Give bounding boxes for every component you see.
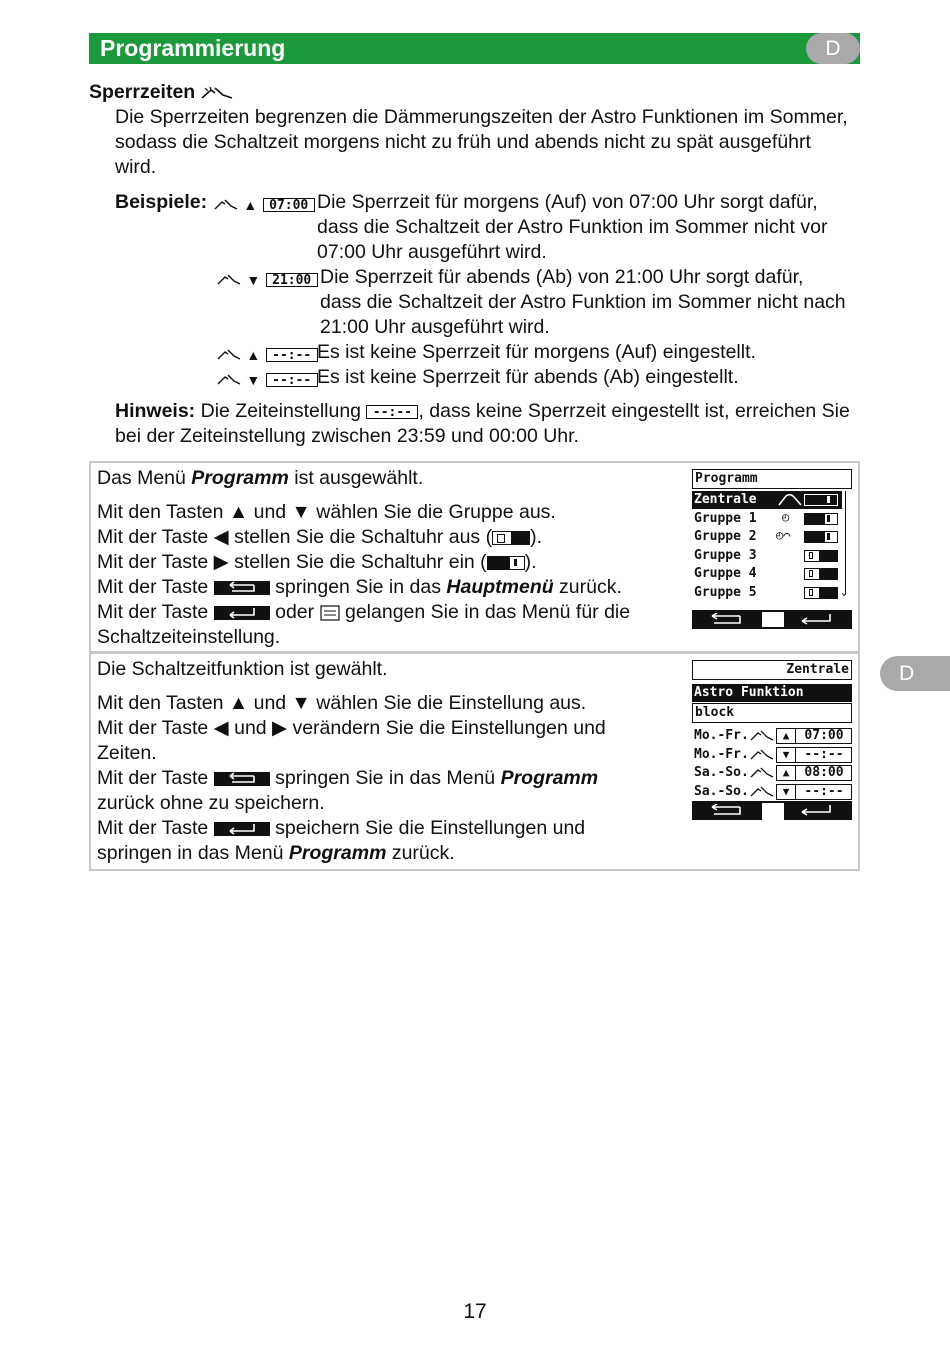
text: ).: [524, 551, 537, 573]
text: Mit der Taste: [97, 817, 214, 839]
panel2-line-6: zurück ohne zu speichern.: [97, 792, 325, 814]
time-box: 07:00: [263, 198, 315, 212]
time-value: 07:00: [804, 728, 844, 743]
arrow-down-icon: ▼: [777, 748, 796, 762]
sunrise-sunset-icon: [750, 786, 774, 799]
text: Mit der Taste: [97, 601, 214, 623]
example-1-line-2: dass die Schaltzeit der Astro Funktion im Sommer nicht vor: [317, 216, 828, 238]
time-field: [776, 784, 852, 800]
panel2-line-2: Mit den Tasten ▲ und ▼ wählen Sie die Einstellung aus.: [97, 692, 587, 714]
clock-astro-icon: ◴⌒: [776, 528, 791, 542]
lcd-day-label: Sa.-So.: [694, 765, 749, 780]
back-key-icon: [708, 804, 748, 817]
lcd-mode-row: block: [692, 703, 852, 723]
example-1-icons: [214, 193, 315, 216]
intro-line-1: Die Sperrzeiten begrenzen die Dämmerungszeiten der Astro Funktionen im Sommer,: [115, 106, 848, 128]
menu-name: Programm: [288, 842, 387, 864]
toggle-on-icon: [804, 513, 838, 525]
time-value: --:--: [804, 784, 844, 799]
text: ist ausgewählt.: [288, 467, 424, 489]
sunrise-sunset-icon: [217, 373, 241, 387]
lcd-day-label: Sa.-So.: [694, 784, 749, 799]
panel2-line-4: Zeiten.: [97, 742, 157, 764]
panel2-line-7: [97, 816, 585, 841]
time-field: [776, 728, 852, 744]
lcd-scrollbar: [845, 491, 850, 595]
panel1-line-6: [97, 600, 630, 625]
text: Mit der Taste: [97, 576, 214, 598]
text: Das Menü: [97, 467, 192, 489]
text: gelangen Sie in das Menü für die: [339, 601, 631, 623]
arrow-down-icon: ▼: [777, 785, 796, 799]
intro-line-3: wird.: [115, 156, 157, 178]
sperrzeiten-heading: [89, 80, 233, 105]
lcd-row-label: Zentrale: [694, 492, 757, 507]
lcd-title: Zentrale: [692, 660, 852, 680]
enter-key-icon: [796, 804, 836, 817]
arrow-down-icon: ▼: [246, 271, 261, 288]
menu-name: Programm: [500, 767, 599, 789]
time-value: 08:00: [804, 765, 844, 780]
menu-key-icon: [320, 605, 340, 621]
page-number: 17: [463, 1300, 487, 1323]
sunrise-sunset-icon: [750, 730, 774, 743]
time-field: [776, 747, 852, 763]
lcd-screen-zentrale: [692, 660, 852, 820]
lcd-row: Gruppe 3: [694, 548, 757, 563]
lcd-row: Gruppe 2: [694, 529, 757, 544]
time-box: --:--: [366, 405, 418, 419]
sunrise-sunset-icon: [750, 749, 774, 762]
example-3-icons: [217, 343, 318, 366]
enter-key-icon: [214, 822, 270, 836]
note-label: Hinweis:: [115, 400, 196, 422]
enter-key-icon: [214, 606, 270, 620]
note-line-1: [115, 399, 850, 424]
time-box: 21:00: [266, 273, 318, 287]
back-key-icon: [708, 613, 748, 626]
panel2-line-8: [97, 841, 455, 866]
example-4-text: Es ist keine Sperrzeit für abends (Ab) eingestellt.: [317, 366, 739, 388]
lcd-screen-programm: [692, 469, 852, 629]
panel2-line-1: Die Schaltzeitfunktion ist gewählt.: [97, 658, 388, 680]
arrow-up-icon: ▲: [246, 346, 261, 363]
language-badge: D: [806, 33, 860, 64]
text: Mit der Taste: [97, 767, 214, 789]
sunrise-sunset-icon: [201, 85, 233, 101]
softkey-separator: [762, 612, 784, 627]
note-post: , dass keine Sperrzeit eingestellt ist, erreichen Sie: [418, 400, 850, 422]
example-2-line-2: dass die Schaltzeit der Astro Funktion im Sommer nicht nach: [320, 291, 846, 313]
sunrise-sunset-icon: [217, 273, 241, 287]
time-box: --:--: [266, 373, 318, 387]
arrow-up-icon: ▲: [243, 196, 258, 213]
text: zurück.: [553, 576, 622, 598]
lcd-softkey-bar: [692, 801, 852, 820]
menu-name: Programm: [191, 467, 289, 489]
text: springen Sie in das Menü: [269, 767, 501, 789]
language-side-tab: D: [880, 656, 950, 691]
enter-key-icon: [796, 613, 836, 626]
text: oder: [269, 601, 320, 623]
scroll-down-icon: ⌄: [841, 587, 848, 598]
time-field: [776, 765, 852, 781]
example-2-line-1: Die Sperrzeit für abends (Ab) von 21:00 Uhr sorgt dafür,: [320, 266, 804, 288]
heading-text: Sperrzeiten: [89, 81, 196, 103]
toggle-on-icon: [804, 494, 838, 506]
clock-icon: ◴: [782, 510, 790, 524]
time-value: --:--: [804, 747, 844, 762]
panel2-line-5: [97, 766, 598, 791]
example-2-line-3: 21:00 Uhr ausgeführt wird.: [320, 316, 550, 338]
example-1-line-1: Die Sperrzeit für morgens (Auf) von 07:00 Uhr sorgt dafür,: [317, 191, 818, 213]
back-key-icon: [214, 772, 270, 786]
panel1-line-5: [97, 575, 622, 600]
toggle-on-icon: [487, 556, 525, 570]
panel1-line-2: Mit den Tasten ▲ und ▼ wählen Sie die Gruppe aus.: [97, 501, 556, 523]
lcd-row: Gruppe 4: [694, 566, 757, 581]
panel1-line-1: [97, 466, 423, 491]
lcd-function-row: Astro Funktion: [692, 684, 852, 702]
back-key-icon: [214, 581, 270, 595]
panel1-line-7: Schaltzeiteinstellung.: [97, 626, 281, 648]
lcd-row: Gruppe 5: [694, 585, 757, 600]
lcd-softkey-bar: [692, 610, 852, 629]
sunrise-sunset-icon: [750, 767, 774, 780]
text: zurück.: [386, 842, 455, 864]
toggle-on-icon: [804, 531, 838, 543]
text: speichern Sie die Einstellungen und: [269, 817, 586, 839]
arrow-up-icon: ▲: [777, 729, 796, 743]
arrow-up-icon: ▲: [777, 766, 796, 780]
text: springen in das Menü: [97, 842, 289, 864]
astro-icon: [778, 493, 802, 507]
time-box: --:--: [266, 348, 318, 362]
toggle-off-icon: [804, 568, 838, 580]
panel2-line-3: Mit der Taste ◀ und ▶ verändern Sie die Einstellungen und: [97, 717, 606, 739]
arrow-down-icon: ▼: [246, 371, 261, 388]
example-1-line-3: 07:00 Uhr ausgeführt wird.: [317, 241, 547, 263]
text: Mit der Taste ▶ stellen Sie die Schaltuhr ein (: [97, 551, 487, 573]
text: ).: [530, 526, 542, 548]
lcd-day-label: Mo.-Fr.: [694, 747, 749, 762]
lcd-title: Programm: [692, 469, 852, 489]
intro-line-2: sodass die Schaltzeit morgens nicht zu früh und abends nicht zu spät ausgeführt: [115, 131, 811, 153]
note-line-2: bei der Zeiteinstellung zwischen 23:59 und 00:00 Uhr.: [115, 425, 579, 447]
examples-label: Beispiele:: [115, 191, 208, 213]
note-pre: Die Zeiteinstellung: [200, 400, 362, 422]
softkey-separator: [762, 803, 784, 820]
toggle-off-icon: [804, 550, 838, 562]
sunrise-sunset-icon: [214, 198, 238, 212]
example-3-text: Es ist keine Sperrzeit für morgens (Auf) eingestellt.: [317, 341, 756, 363]
lcd-row: Gruppe 1: [694, 511, 757, 526]
toggle-off-icon: [492, 531, 530, 545]
lcd-day-label: Mo.-Fr.: [694, 728, 749, 743]
text: Mit der Taste ◀ stellen Sie die Schaltuhr aus (: [97, 526, 493, 548]
text: springen Sie in das: [269, 576, 447, 598]
example-2-icons: [217, 268, 318, 291]
panel1-line-3: [97, 525, 542, 550]
example-4-icons: [217, 368, 318, 391]
section-title: Programmierung: [100, 35, 286, 61]
menu-name: Hauptmenü: [446, 576, 554, 598]
panel1-line-4: [97, 550, 537, 575]
toggle-off-icon: [804, 587, 838, 599]
sunrise-sunset-icon: [217, 348, 241, 362]
